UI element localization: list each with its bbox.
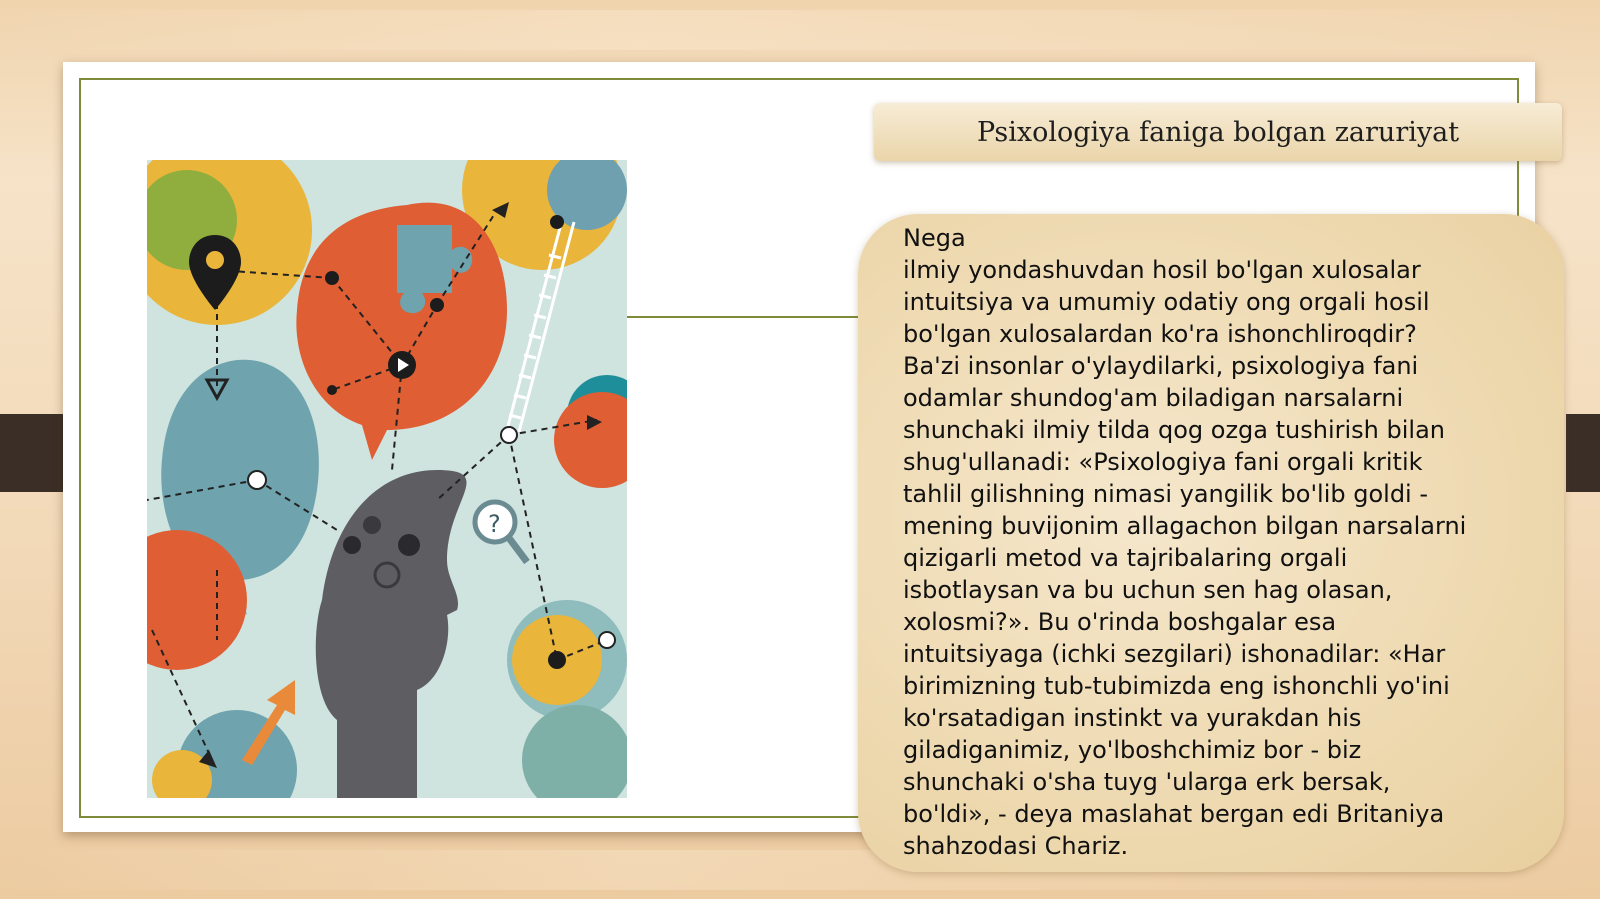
title-bar (874, 103, 1562, 161)
slide-body-text: Nega ilmiy yondashuvdan hosil bo'lgan xulosalar intuitsiya va umumiy odatiy ong orgali hosil bo'lgan xulosalardan ko'ra ishonchliroqdir? Ba'zi insonlar o'ylaydilarki, psixologiya fani odamlar shundog'am biladigan narsalarni shunchaki ilmiy tilda qog ozga tushirish bilan shug'ullanadi: «Psixologiya fani orgali kritik tahlil gilishning nimasi yangilik bo'lib goldi - mening buvijonim allagachon bilgan narsalarni qizigarli metod va tajribalaring orgali isbotlaysan va bu uchun sen hag olasan, xolosmi?». Bu o'rinda boshgalar esa intuitsiyaga (ichki sezgilari) ishonadilar: «Har birimizning tub-tubimizda eng ishonchli yo'ini ko'rsatadigan instinkt va yurakdan his giladiganimiz, yo'lboshchimiz bor - biz shunchaki o'sha tuyg 'ularga erk bersak, bo'ldi», - deya maslahat bergan edi Britaniya shahzodasi Chariz. (903, 224, 1467, 860)
right-dark-tab (1566, 414, 1600, 492)
slide-title: Psixologiya faniga bolgan zaruriyat (976, 116, 1460, 148)
psychology-head-network-icon (147, 160, 627, 798)
svg-text:?: ? (488, 510, 501, 538)
background-streak (0, 10, 1600, 50)
psychology-illustration (147, 160, 627, 798)
connector-line (626, 316, 858, 318)
